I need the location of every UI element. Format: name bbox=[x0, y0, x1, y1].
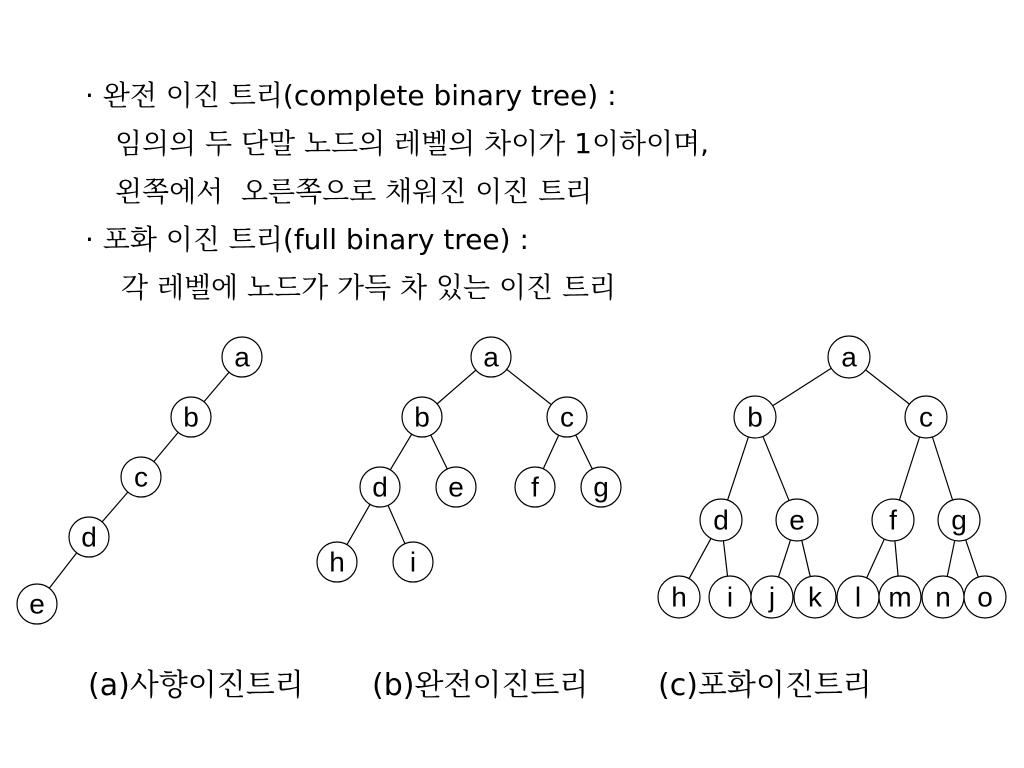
edge-full-f-m bbox=[895, 541, 898, 576]
node-label-full-e: e bbox=[789, 504, 805, 536]
node-full-e bbox=[776, 499, 818, 541]
node-complete-f bbox=[515, 467, 555, 507]
node-full-h bbox=[658, 576, 700, 618]
node-label-complete-c: c bbox=[560, 401, 574, 433]
complete-tree-definition-1: 임의의 두 단말 노드의 레벨의 차이가 1이하이며, bbox=[115, 127, 710, 160]
node-skewed-e bbox=[17, 584, 57, 624]
node-complete-g bbox=[581, 467, 621, 507]
node-full-a bbox=[828, 336, 870, 378]
edge-full-g-o bbox=[966, 540, 979, 577]
edge-full-c-f bbox=[899, 437, 919, 500]
node-full-n bbox=[922, 576, 964, 618]
node-label-skewed-c: c bbox=[134, 461, 148, 493]
edge-full-b-e bbox=[763, 436, 789, 500]
node-label-complete-a: a bbox=[483, 341, 499, 373]
edge-complete-c-f bbox=[543, 435, 558, 469]
node-full-g bbox=[938, 499, 980, 541]
edge-full-a-b bbox=[773, 368, 832, 405]
node-complete-c bbox=[547, 397, 587, 437]
complete-tree-definition-2: 왼쪽에서 오른쪽으로 채워진 이진 트리 bbox=[115, 175, 593, 208]
node-label-full-a: a bbox=[841, 341, 857, 373]
caption-full-tree: (c)포화이진트리 bbox=[658, 668, 872, 703]
edge-complete-a-c bbox=[507, 369, 552, 404]
node-label-complete-e: e bbox=[448, 471, 464, 503]
edge-full-e-k bbox=[802, 540, 810, 576]
edge-complete-d-h bbox=[347, 504, 370, 544]
captions bbox=[0, 660, 1024, 710]
node-complete-i bbox=[393, 542, 433, 582]
full-tree-definition: 각 레벨에 노드가 가득 차 있는 이진 트리 bbox=[121, 271, 617, 304]
node-full-f bbox=[872, 499, 914, 541]
caption-complete-tree: (b)완전이진트리 bbox=[372, 668, 589, 703]
edge-full-f-l bbox=[867, 539, 885, 578]
node-label-skewed-e: e bbox=[29, 588, 45, 620]
node-full-l bbox=[837, 576, 879, 618]
edge-full-d-h bbox=[689, 538, 711, 578]
caption-skewed-tree: (a)사향이진트리 bbox=[88, 668, 304, 703]
node-full-b bbox=[734, 396, 776, 438]
node-label-full-l: l bbox=[854, 581, 862, 613]
node-label-complete-b: b bbox=[414, 401, 430, 433]
node-label-full-n: n bbox=[935, 581, 951, 613]
node-label-full-k: k bbox=[808, 581, 822, 613]
edge-complete-b-d bbox=[390, 434, 411, 470]
node-label-full-h: h bbox=[671, 581, 687, 613]
node-full-d bbox=[700, 499, 742, 541]
edge-complete-c-g bbox=[576, 435, 593, 469]
node-label-full-j: j bbox=[768, 581, 776, 613]
node-full-i bbox=[709, 576, 751, 618]
edge-full-b-d bbox=[728, 437, 749, 500]
edge-full-c-g bbox=[932, 437, 952, 500]
node-full-j bbox=[751, 576, 793, 618]
node-label-complete-f: f bbox=[531, 471, 539, 503]
node-label-complete-g: g bbox=[593, 471, 609, 503]
complete-tree-heading: · 완전 이진 트리(complete binary tree) : bbox=[85, 79, 617, 112]
edge-complete-a-b bbox=[437, 370, 476, 404]
edge-complete-b-e bbox=[431, 435, 448, 469]
node-label-complete-h: h bbox=[329, 546, 345, 578]
node-label-full-b: b bbox=[747, 401, 763, 433]
node-label-full-d: d bbox=[713, 504, 729, 536]
node-complete-e bbox=[436, 467, 476, 507]
node-label-full-g: g bbox=[951, 504, 967, 536]
edge-skewed-c-d bbox=[102, 492, 128, 522]
node-label-full-m: m bbox=[888, 581, 912, 613]
edge-full-g-n bbox=[947, 541, 954, 577]
node-complete-h bbox=[317, 542, 357, 582]
node-label-skewed-b: b bbox=[183, 401, 199, 433]
edge-full-d-i bbox=[723, 541, 727, 576]
edge-skewed-b-c bbox=[154, 432, 178, 461]
node-full-m bbox=[879, 576, 921, 618]
node-full-k bbox=[794, 576, 836, 618]
edge-skewed-d-e bbox=[49, 553, 76, 588]
node-skewed-c bbox=[121, 457, 161, 497]
node-skewed-a bbox=[222, 337, 262, 377]
full-tree-heading: · 포화 이진 트리(full binary tree) : bbox=[85, 223, 529, 256]
edge-complete-d-i bbox=[388, 505, 405, 543]
node-complete-b bbox=[402, 397, 442, 437]
node-label-full-i: i bbox=[726, 581, 734, 613]
edge-full-a-c bbox=[866, 370, 910, 404]
node-label-complete-i: i bbox=[409, 546, 417, 578]
node-label-skewed-d: d bbox=[81, 521, 97, 553]
node-label-skewed-a: a bbox=[234, 341, 250, 373]
node-skewed-b bbox=[171, 397, 211, 437]
edge-skewed-a-b bbox=[204, 372, 229, 402]
node-complete-d bbox=[360, 467, 400, 507]
node-label-full-c: c bbox=[919, 401, 933, 433]
node-skewed-d bbox=[69, 517, 109, 557]
node-label-complete-d: d bbox=[372, 471, 388, 503]
node-label-full-o: o bbox=[977, 581, 993, 613]
node-label-full-f: f bbox=[889, 504, 897, 536]
node-full-c bbox=[905, 396, 947, 438]
node-complete-a bbox=[471, 337, 511, 377]
edge-full-e-j bbox=[778, 540, 790, 577]
node-full-o bbox=[964, 576, 1006, 618]
